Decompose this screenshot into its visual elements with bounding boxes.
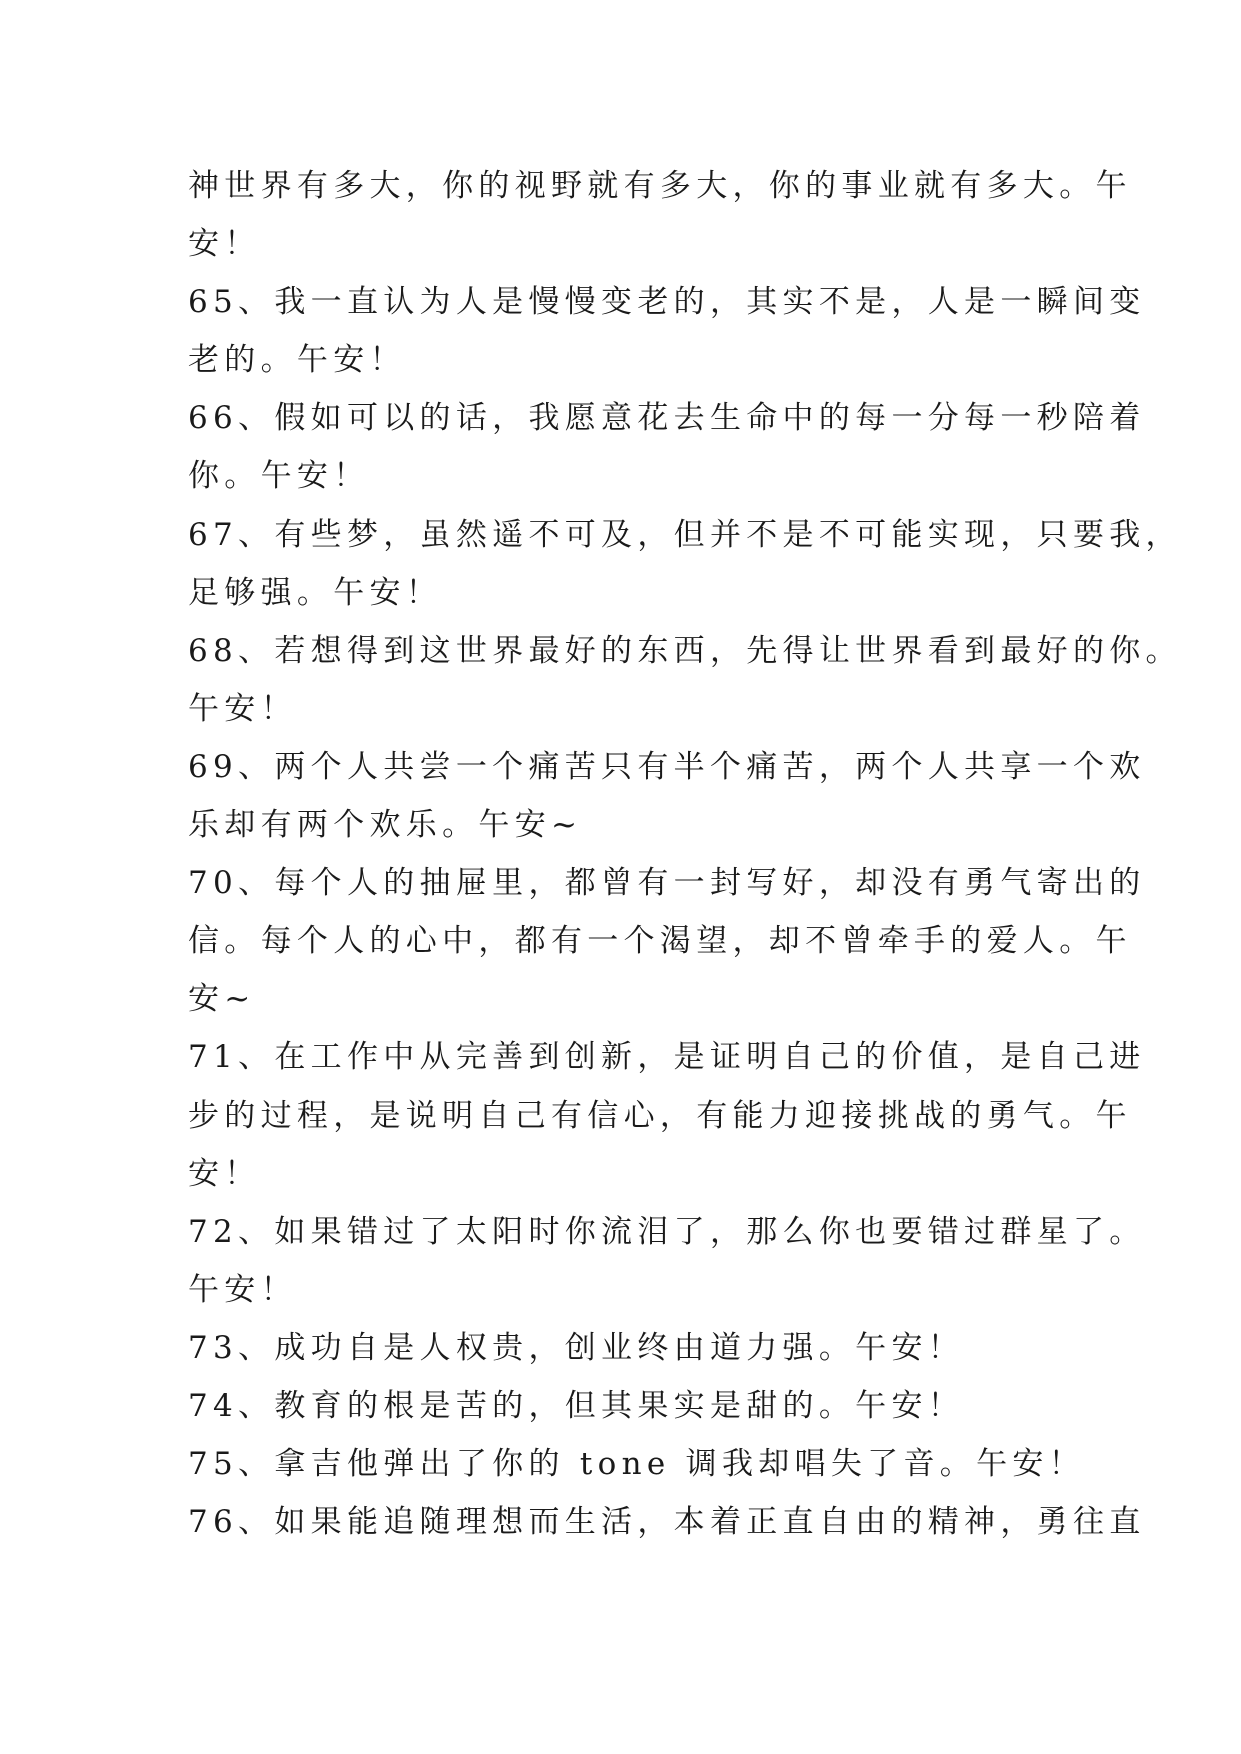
document-body [188, 157, 1182, 1551]
text-line: 神世界有多大，你的视野就有多大，你的事业就有多大。午 [188, 168, 1132, 204]
text-line: 步的过程，是说明自己有信心，有能力迎接挑战的勇气。午 [188, 1097, 1132, 1134]
text-line: 安！ [188, 226, 261, 263]
text-line: 76、如果能追随理想而生活，本着正直自由的精神，勇往直 [188, 1504, 1146, 1541]
text-line: 安！ [188, 1155, 261, 1192]
text-line: 68、若想得到这世界最好的东西，先得让世界看到最好的你。 [188, 632, 1182, 669]
text-line: 67、有些梦，虽然遥不可及，但并不是不可能实现，只要我， [188, 516, 1182, 553]
text-line: 65、我一直认为人是慢慢变老的，其实不是，人是一瞬间变 [188, 284, 1146, 321]
text-line: 75、拿吉他弹出了你的 tone 调我却唱失了音。午安！ [188, 1446, 1085, 1483]
text-line: 73、成功自是人权贵，创业终由道力强。午安！ [188, 1329, 965, 1366]
text-line: 乐却有两个欢乐。午安~ [188, 807, 583, 844]
text-line: 午安！ [188, 690, 297, 727]
text-line: 70、每个人的抽屉里，都曾有一封写好，却没有勇气寄出的 [188, 865, 1146, 902]
text-line: 午安！ [188, 1271, 297, 1308]
text-line: 你。午安！ [188, 458, 370, 495]
text-line: 足够强。午安！ [188, 574, 443, 611]
text-line: 66、假如可以的话，我愿意花去生命中的每一分每一秒陪着 [188, 400, 1146, 437]
text-line: 安~ [188, 981, 256, 1018]
text-line: 信。每个人的心中，都有一个渴望，却不曾牵手的爱人。午 [188, 923, 1132, 960]
text-line: 72、如果错过了太阳时你流泪了，那么你也要错过群星了。 [188, 1213, 1146, 1250]
text-line: 老的。午安！ [188, 342, 406, 379]
text-line: 69、两个人共尝一个痛苦只有半个痛苦，两个人共享一个欢 [188, 748, 1146, 785]
text-line: 71、在工作中从完善到创新，是证明自己的价值，是自己进 [188, 1039, 1146, 1076]
text-line: 74、教育的根是苦的，但其果实是甜的。午安！ [188, 1387, 965, 1424]
